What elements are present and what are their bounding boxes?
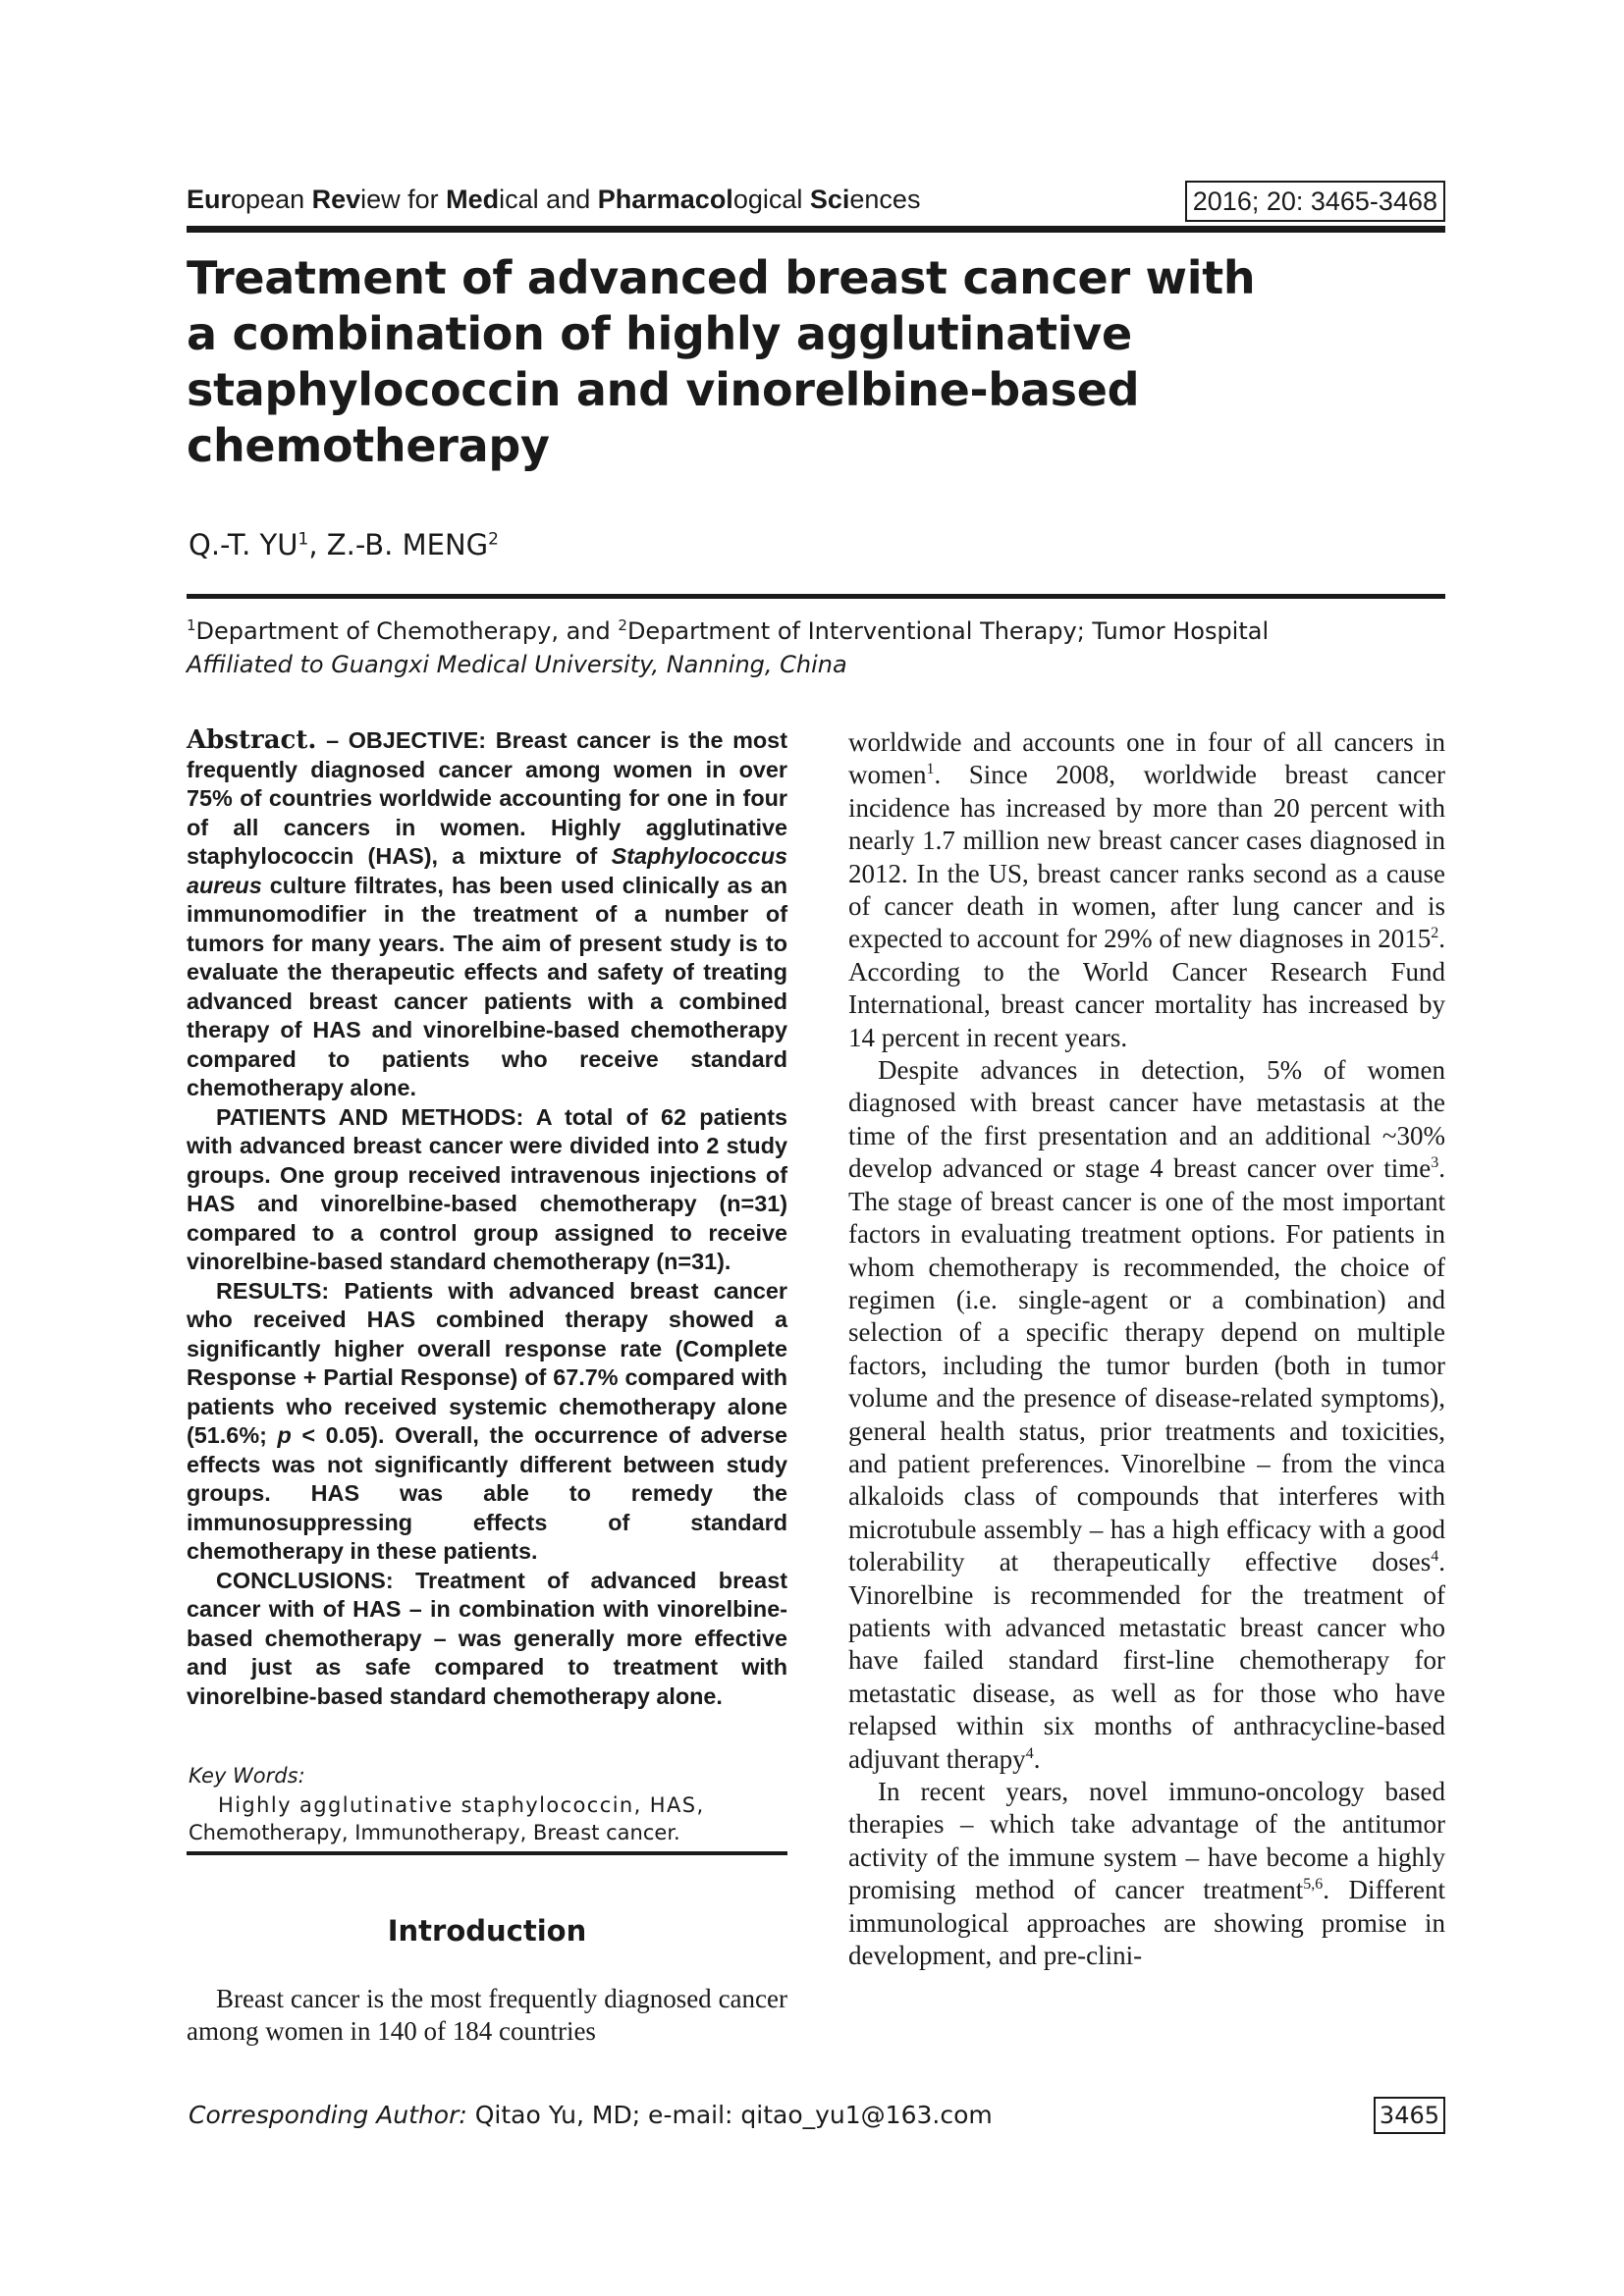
conclusions-label: CONCLUSIONS: bbox=[216, 1567, 394, 1593]
results-text: < 0.05). Overall, the occurrence of adverse effects was not significantly different between study groups. HAS was able to remedy the immunosuppressing effects of standard chemotherapy in these patients. bbox=[187, 1422, 787, 1564]
article-title bbox=[187, 250, 1365, 474]
journal-citation: 2016; 20: 3465-3468 bbox=[1185, 181, 1445, 222]
text-run: . bbox=[1033, 1743, 1041, 1774]
citation-ref[interactable]: 4 bbox=[1025, 1744, 1034, 1762]
title-line: Treatment of advanced breast cancer with bbox=[187, 251, 1256, 304]
corresponding-label: Corresponding Author: bbox=[189, 2101, 467, 2129]
conclusions-text: Treatment of advanced breast cancer with of HAS – in combination with vinorelbine-based chemotherapy – was generally more effective and just as safe compared to treatment with vinorelbine-based standard chemotherapy alone. bbox=[187, 1567, 787, 1709]
author-name: Q.-T. YU bbox=[189, 528, 298, 561]
objective-text: culture filtrates, has been used clinically as an immunomodifier in the treatment of a number of tumors for many years. The aim of present study is to evaluate the therapeutic effects and safety of treating advanced breast cancer patients with a combined therapy of HAS and vinorelbine-based chemotherapy compared to patients who receive standard chemotherapy alone. bbox=[187, 872, 787, 1100]
objective-label: OBJECTIVE: bbox=[348, 727, 487, 753]
title-line: a combination of highly agglutinative bbox=[187, 307, 1132, 360]
objective-species: Staphylococcus aureus bbox=[187, 843, 787, 898]
journal-name-part: ences bbox=[849, 185, 921, 214]
citation-ref[interactable]: 4 bbox=[1431, 1548, 1439, 1566]
affil-mark: 2 bbox=[618, 616, 627, 634]
results-label: RESULTS: bbox=[216, 1277, 330, 1304]
author-affil-mark: 2 bbox=[488, 529, 499, 550]
abstract-dash: – bbox=[316, 727, 349, 753]
paragraph bbox=[848, 726, 1445, 1054]
abstract-methods bbox=[187, 1103, 787, 1277]
journal-name-part: Pharmacol bbox=[597, 185, 733, 214]
abstract-results bbox=[187, 1277, 787, 1567]
journal-name-part: ogical bbox=[732, 185, 810, 214]
corresponding-author bbox=[189, 2101, 993, 2129]
affil-text: Department of Chemotherapy, and bbox=[195, 617, 619, 645]
affil-text: Department of Interventional Therapy; Tumor Hospital bbox=[626, 617, 1270, 645]
paragraph: Breast cancer is the most frequently diagnosed cancer among women in 140 of 184 countries bbox=[187, 1984, 787, 2046]
abstract-objective bbox=[187, 726, 787, 1103]
keywords-rule bbox=[187, 1851, 787, 1855]
introduction-text-left bbox=[187, 1983, 787, 2048]
text-run: . According to the World Cancer Research Fund International, breast cancer mortality has increased by 14 percent in recent years. bbox=[848, 924, 1445, 1052]
abstract-heading: Abstract. bbox=[187, 725, 317, 755]
abstract-conclusions bbox=[187, 1567, 787, 1712]
right-column bbox=[848, 726, 1445, 1972]
methods-label: PATIENTS AND METHODS: bbox=[216, 1103, 524, 1130]
affiliation-rule bbox=[187, 594, 1445, 599]
keywords-line: Chemotherapy, Immunotherapy, Breast cancer. bbox=[189, 1821, 680, 1844]
abstract bbox=[187, 726, 787, 1711]
text-run: worldwide and accounts one in four of all cancers in women bbox=[848, 727, 1445, 790]
affiliation bbox=[187, 609, 1445, 681]
journal-name-part: Sci bbox=[809, 185, 850, 214]
journal-name-part: iew for bbox=[360, 185, 447, 214]
citation-ref[interactable]: 1 bbox=[926, 761, 935, 778]
author-list bbox=[189, 528, 499, 561]
journal-name-part: ical and bbox=[499, 185, 598, 214]
paragraph bbox=[848, 1776, 1445, 1972]
header-rule bbox=[187, 226, 1445, 233]
text-run: . Different immunological approaches are showing promise in development, and pre-clini- bbox=[848, 1875, 1445, 1971]
affil-text: Affiliated to Guangxi Medical University, Nanning, China bbox=[187, 651, 847, 678]
author-name: Z.-B. MENG bbox=[326, 528, 489, 561]
corresponding-details: Qitao Yu, MD; e-mail: qitao_yu1@163.com bbox=[466, 2101, 993, 2129]
journal-name-part: opean bbox=[231, 185, 312, 214]
journal-name-part: Med bbox=[446, 185, 500, 214]
text-run: Despite advances in detection, 5% of women diagnosed with breast cancer have metastasis at the time of the first presentation and an additional ~30% develop advanced or stage 4 breast cancer over time bbox=[848, 1055, 1445, 1184]
text-run: . Since 2008, worldwide breast cancer incidence has increased by more than 20 percent with nearly 1.7 million new breast cancer cases diagnosed in 2012. In the US, breast cancer ranks second as a cause of cancer death in women, after lung cancer and is expected to account for 29% of new diagnoses in 2015 bbox=[848, 760, 1445, 954]
journal-name-part: Rev bbox=[311, 185, 361, 214]
citation-ref[interactable]: 3 bbox=[1431, 1154, 1439, 1172]
journal-header bbox=[187, 181, 1445, 232]
title-line: chemotherapy bbox=[187, 419, 550, 472]
author-affil-mark: 1 bbox=[298, 529, 309, 550]
journal-name bbox=[187, 185, 920, 215]
text-run: In recent years, novel immuno-oncology based therapies – which take advantage of the antitumor activity of the immune system – have become a highly promising method of cancer treatment bbox=[848, 1777, 1445, 1905]
objective-text: Breast cancer is the most frequently diagnosed cancer among women in over 75% of countries worldwide accounting for one in four of all cancers in women. Highly agglutinative staphylococcin (HAS), a mixture of bbox=[187, 727, 787, 869]
author-separator: , bbox=[308, 528, 327, 561]
title-line: staphylococcin and vinorelbine-based bbox=[187, 363, 1140, 416]
methods-text: A total of 62 patients with advanced breast cancer were divided into 2 study groups. One group received intravenous injections of HAS and vinorelbine-based chemotherapy (n=31) compared to a control group assigned to receive vinorelbine-based standard chemotherapy (n=31). bbox=[187, 1103, 787, 1274]
introduction-heading: Introduction bbox=[387, 1914, 587, 1948]
results-text: Patients with advanced breast cancer who received HAS combined therapy showed a significantly higher overall response rate (Complete Response + Partial Response) of 67.7% compared with patients who received systemic chemotherapy alone (51.6%; bbox=[187, 1277, 787, 1448]
page-number: 3465 bbox=[1374, 2097, 1445, 2134]
citation-ref[interactable]: 5,6 bbox=[1303, 1876, 1324, 1894]
citation-ref[interactable]: 2 bbox=[1431, 925, 1439, 942]
text-run: . Vinorelbine is recommended for the treatment of patients with advanced metastatic breast cancer who have failed standard first-line chemotherapy for metastatic disease, as well as for those who have relapsed within six months of anthracycline-based adjuvant therapy bbox=[848, 1547, 1445, 1774]
keywords-text bbox=[189, 1791, 787, 1846]
journal-name-part: Eur bbox=[187, 185, 232, 214]
affil-mark: 1 bbox=[187, 616, 196, 634]
text-run: . The stage of breast cancer is one of the most important factors in evaluating treatment options. For patients in whom chemotherapy is recommended, the choice of regimen (i.e. single-agent or a combination) and selection of a specific therapy depend on multiple factors, including the tumor burden (both in tumor volume and the presence of disease-related symptoms), general health status, prior treatments and toxicities, and patient preferences. Vinorelbine – from the vinca alkaloids class of compounds that interferes with microtubule assembly – has a high efficacy with a good tolerability at therapeutically effective doses bbox=[848, 1153, 1445, 1577]
keywords-line: Highly agglutinative staphylococcin, HAS, bbox=[218, 1793, 705, 1817]
paragraph bbox=[848, 1054, 1445, 1776]
results-p-symbol: p bbox=[277, 1422, 292, 1448]
keywords-label: Key Words: bbox=[189, 1764, 305, 1788]
